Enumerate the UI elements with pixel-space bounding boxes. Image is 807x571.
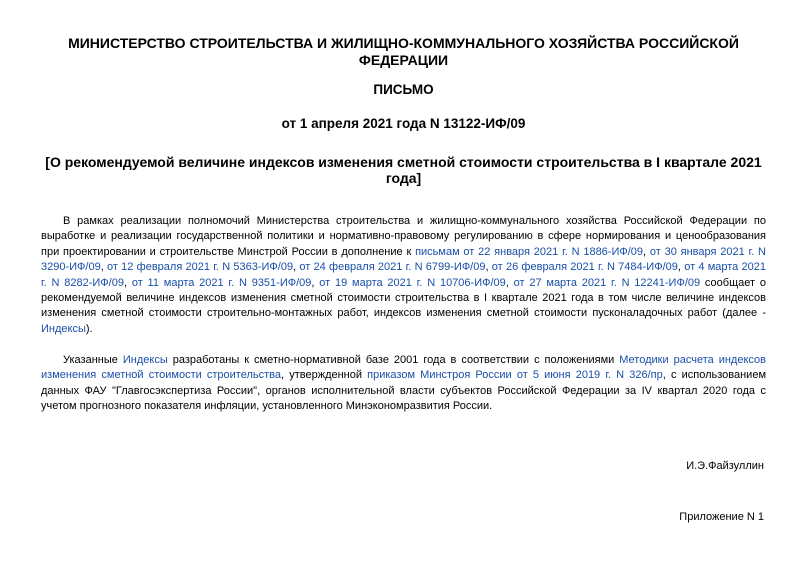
link-letter-22-jan[interactable]: письмам от 22 января 2021 г. N 1886-ИФ/09 bbox=[415, 245, 644, 258]
paragraph-text: , с использованием данных ФАУ "Главгосэкспертиза России", органов исполнительной власти субъектов Российской Федерации за IV квартал 2020 года с учетом прогнозного показателя инфляции, установленного Минэкономразвития России. bbox=[41, 369, 767, 413]
link-indexes[interactable]: Индексы bbox=[41, 322, 86, 335]
paragraph-1 bbox=[41, 214, 766, 337]
link-order-326[interactable]: приказом Минстроя России от 5 июня 2019 г. N 326/пр bbox=[367, 369, 663, 382]
paragraph-text: , bbox=[677, 261, 685, 274]
paragraph-text: , bbox=[311, 276, 320, 289]
signature: И.Э.Файзуллин bbox=[686, 460, 764, 472]
link-indexes[interactable]: Индексы bbox=[122, 354, 168, 366]
paragraph-text: , bbox=[123, 276, 132, 289]
document-subject: [О рекомендуемой величине индексов изменения сметной стоимости строительства в I квартале 2021 года] bbox=[45, 154, 762, 186]
paragraph-text: , bbox=[643, 245, 650, 258]
paragraph-text: В рамках реализации полномочий Министерства строительства и жилищно-коммунального хозяйства Российской Федерации по выработке и реализации государственной политики и нормативно-правовому регулированию в сфере нормирования и ценообразования при проектировании и строительстве Минстрой России в дополнение к bbox=[41, 215, 766, 258]
link-letter-27-mar[interactable]: от 27 марта 2021 г. N 12241-ИФ/09 bbox=[513, 276, 701, 289]
document-type: ПИСЬМО bbox=[373, 82, 434, 97]
link-letter-11-mar[interactable]: от 11 марта 2021 г. N 9351-ИФ/09 bbox=[131, 276, 312, 289]
paragraph-text: ). bbox=[85, 322, 93, 335]
paragraph-text: , утвержденной bbox=[281, 369, 368, 382]
link-letter-26-feb[interactable]: от 26 февраля 2021 г. N 7484-ИФ/09 bbox=[491, 261, 678, 274]
link-letter-12-feb[interactable]: от 12 февраля 2021 г. N 5363-ИФ/09 bbox=[107, 261, 294, 274]
ministry-name: МИНИСТЕРСТВО СТРОИТЕЛЬСТВА И ЖИЛИЩНО-КОММУНАЛЬНОГО ХОЗЯЙСТВА РОССИЙСКОЙ ФЕДЕРАЦИИ bbox=[68, 35, 739, 68]
link-methodology[interactable]: Методики расчета индексов изменения сметной стоимости строительства bbox=[41, 354, 766, 382]
paragraph-text: , bbox=[293, 261, 300, 274]
paragraph-text: , bbox=[100, 261, 108, 274]
paragraph-2 bbox=[41, 353, 766, 415]
paragraph-text: Указанные bbox=[63, 354, 123, 366]
document-date-number: от 1 апреля 2021 года N 13122-ИФ/09 bbox=[281, 116, 526, 131]
link-letter-24-feb[interactable]: от 24 февраля 2021 г. N 6799-ИФ/09 bbox=[299, 261, 486, 274]
paragraph-text: сообщает о рекомендуемой величине индексов изменения сметной стоимости строительства в I квартале 2021 года в том числе величине индексов изменения сметной стоимости строительно-монтажных работ, индексов изменения сметной стоимости пусконаладочных работ (далее - bbox=[41, 276, 766, 320]
link-letter-4-mar[interactable]: от 4 марта 2021 г. N 8282-ИФ/09 bbox=[41, 261, 767, 289]
link-letter-19-mar[interactable]: от 19 марта 2021 г. N 10706-ИФ/09 bbox=[319, 276, 506, 289]
paragraph-text: , bbox=[505, 276, 514, 289]
link-letter-30-jan[interactable]: от 30 января 2021 г. N 3290-ИФ/09 bbox=[41, 245, 766, 274]
paragraph-text: разработаны к сметно-нормативной базе 2001 года в соответствии с положениями bbox=[167, 354, 620, 366]
paragraph-text: , bbox=[485, 261, 492, 274]
appendix-label: Приложение N 1 bbox=[679, 511, 764, 523]
